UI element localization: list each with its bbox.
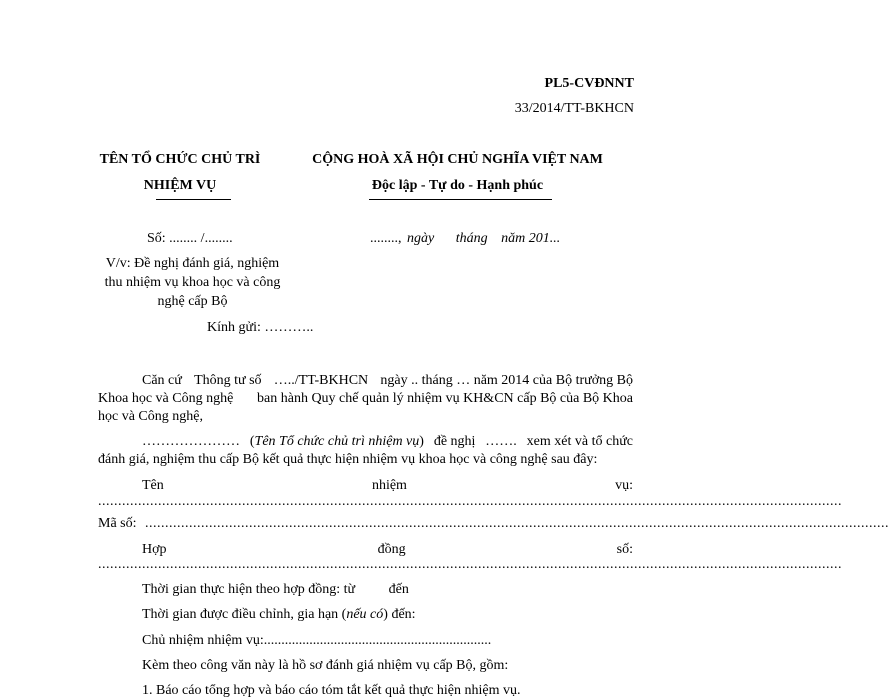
legal-basis-word: …../TT-BKHCN: [273, 373, 369, 388]
contract-period: [142, 582, 409, 598]
adjusted-period-suffix: ) đến:: [383, 607, 416, 622]
task-name-fill-dots: ..........................................................................................................................................................................................: [98, 494, 842, 509]
code-fill-dots: ..........................................................................................................................................................................................: [145, 516, 889, 531]
contract-period-label: Thời gian thực hiện theo hợp đồng: từ: [142, 582, 356, 597]
motto-underline: [369, 199, 552, 200]
contract-word: Hợp: [142, 542, 167, 557]
legal-basis-word: Căn cứ: [142, 373, 182, 388]
request-org-placeholder: (Tên Tổ chức chủ trì nhiệm vụ): [249, 434, 424, 449]
legal-basis-line2: [98, 391, 633, 407]
date-place-dots: ........,: [370, 231, 402, 246]
contract-word: số:: [616, 542, 633, 557]
subject-line3: nghệ cấp Bộ: [157, 294, 228, 309]
code-label: Mã số:: [98, 516, 137, 531]
date-line: [370, 231, 560, 247]
request-line2: đánh giá, nghiệm thu cấp Bộ kết quả thực hiện nhiệm vụ khoa học và công nghệ sau đây:: [98, 452, 598, 467]
task-chair-line: Chủ nhiệm nhiệm vụ:.................................................................: [142, 633, 492, 648]
contract-word: đồng: [377, 542, 406, 557]
task-name-label: [142, 478, 633, 494]
task-name-word: nhiệm: [371, 478, 407, 493]
date-day-label: ngày: [407, 231, 435, 246]
legal-basis-word: Khoa học và Công nghệ: [98, 391, 234, 406]
republic-motto: Độc lập - Tự do - Hạnh phúc: [371, 178, 544, 193]
date-year-label: năm 201...: [501, 231, 561, 246]
subject-line2: thu nhiệm vụ khoa học và công: [104, 275, 281, 290]
date-month-label: tháng: [455, 231, 488, 246]
republic-title: CỘNG HOÀ XÃ HỘI CHỦ NGHĨA VIỆT NAM: [312, 152, 603, 167]
task-name-word: vụ:: [615, 478, 633, 493]
adjusted-period-optional: nếu có: [346, 607, 384, 622]
form-code: PL5-CVĐNNT: [544, 76, 634, 91]
contract-fill-dots: ..........................................................................................................................................................................................: [98, 557, 842, 572]
request-org-dots: …………………: [142, 434, 240, 449]
document-number: Số: ........ /........: [147, 231, 233, 246]
organization-name-line1: TÊN TỔ CHỨC CHỦ TRÌ: [99, 152, 261, 167]
organization-name-line2: NHIỆM VỤ: [143, 178, 217, 193]
organization-underline: [156, 199, 231, 200]
request-dots: …….: [485, 434, 517, 449]
circular-reference: 33/2014/TT-BKHCN: [514, 101, 634, 116]
adjusted-period: [142, 607, 416, 623]
attachments-intro: Kèm theo công văn này là hồ sơ đánh giá nhiệm vụ cấp Bộ, gồm:: [142, 658, 509, 673]
request-verb: đề nghị: [433, 434, 476, 449]
contract-number-label: [142, 542, 633, 558]
legal-basis-word: ngày .. tháng … năm 2014 của Bộ trưởng Bộ: [380, 373, 633, 388]
attachment-item-1: 1. Báo cáo tổng hợp và báo cáo tóm tắt kết quả thực hiện nhiệm vụ.: [142, 683, 521, 698]
task-name-word: Tên: [142, 478, 164, 493]
legal-basis-line1: [142, 373, 633, 389]
subject-line1: V/v: Đề nghị đánh giá, nghiệm: [105, 256, 280, 271]
request-rest: xem xét và tổ chức: [526, 434, 633, 449]
request-line1: [142, 434, 633, 450]
legal-basis-word: ban hành Quy chế quản lý nhiệm vụ KH&CN cấp Bộ của Bộ Khoa: [257, 391, 633, 406]
org-placeholder-text: Tên Tổ chức chủ trì nhiệm vụ: [254, 434, 420, 449]
contract-period-to: đến: [388, 582, 409, 597]
legal-basis-word: Thông tư số: [194, 373, 262, 388]
legal-basis-line3: học và Công nghệ,: [98, 409, 203, 424]
adjusted-period-prefix: Thời gian được điều chỉnh, gia hạn (: [142, 607, 347, 622]
recipient-line: Kính gửi: ………..: [207, 320, 314, 335]
